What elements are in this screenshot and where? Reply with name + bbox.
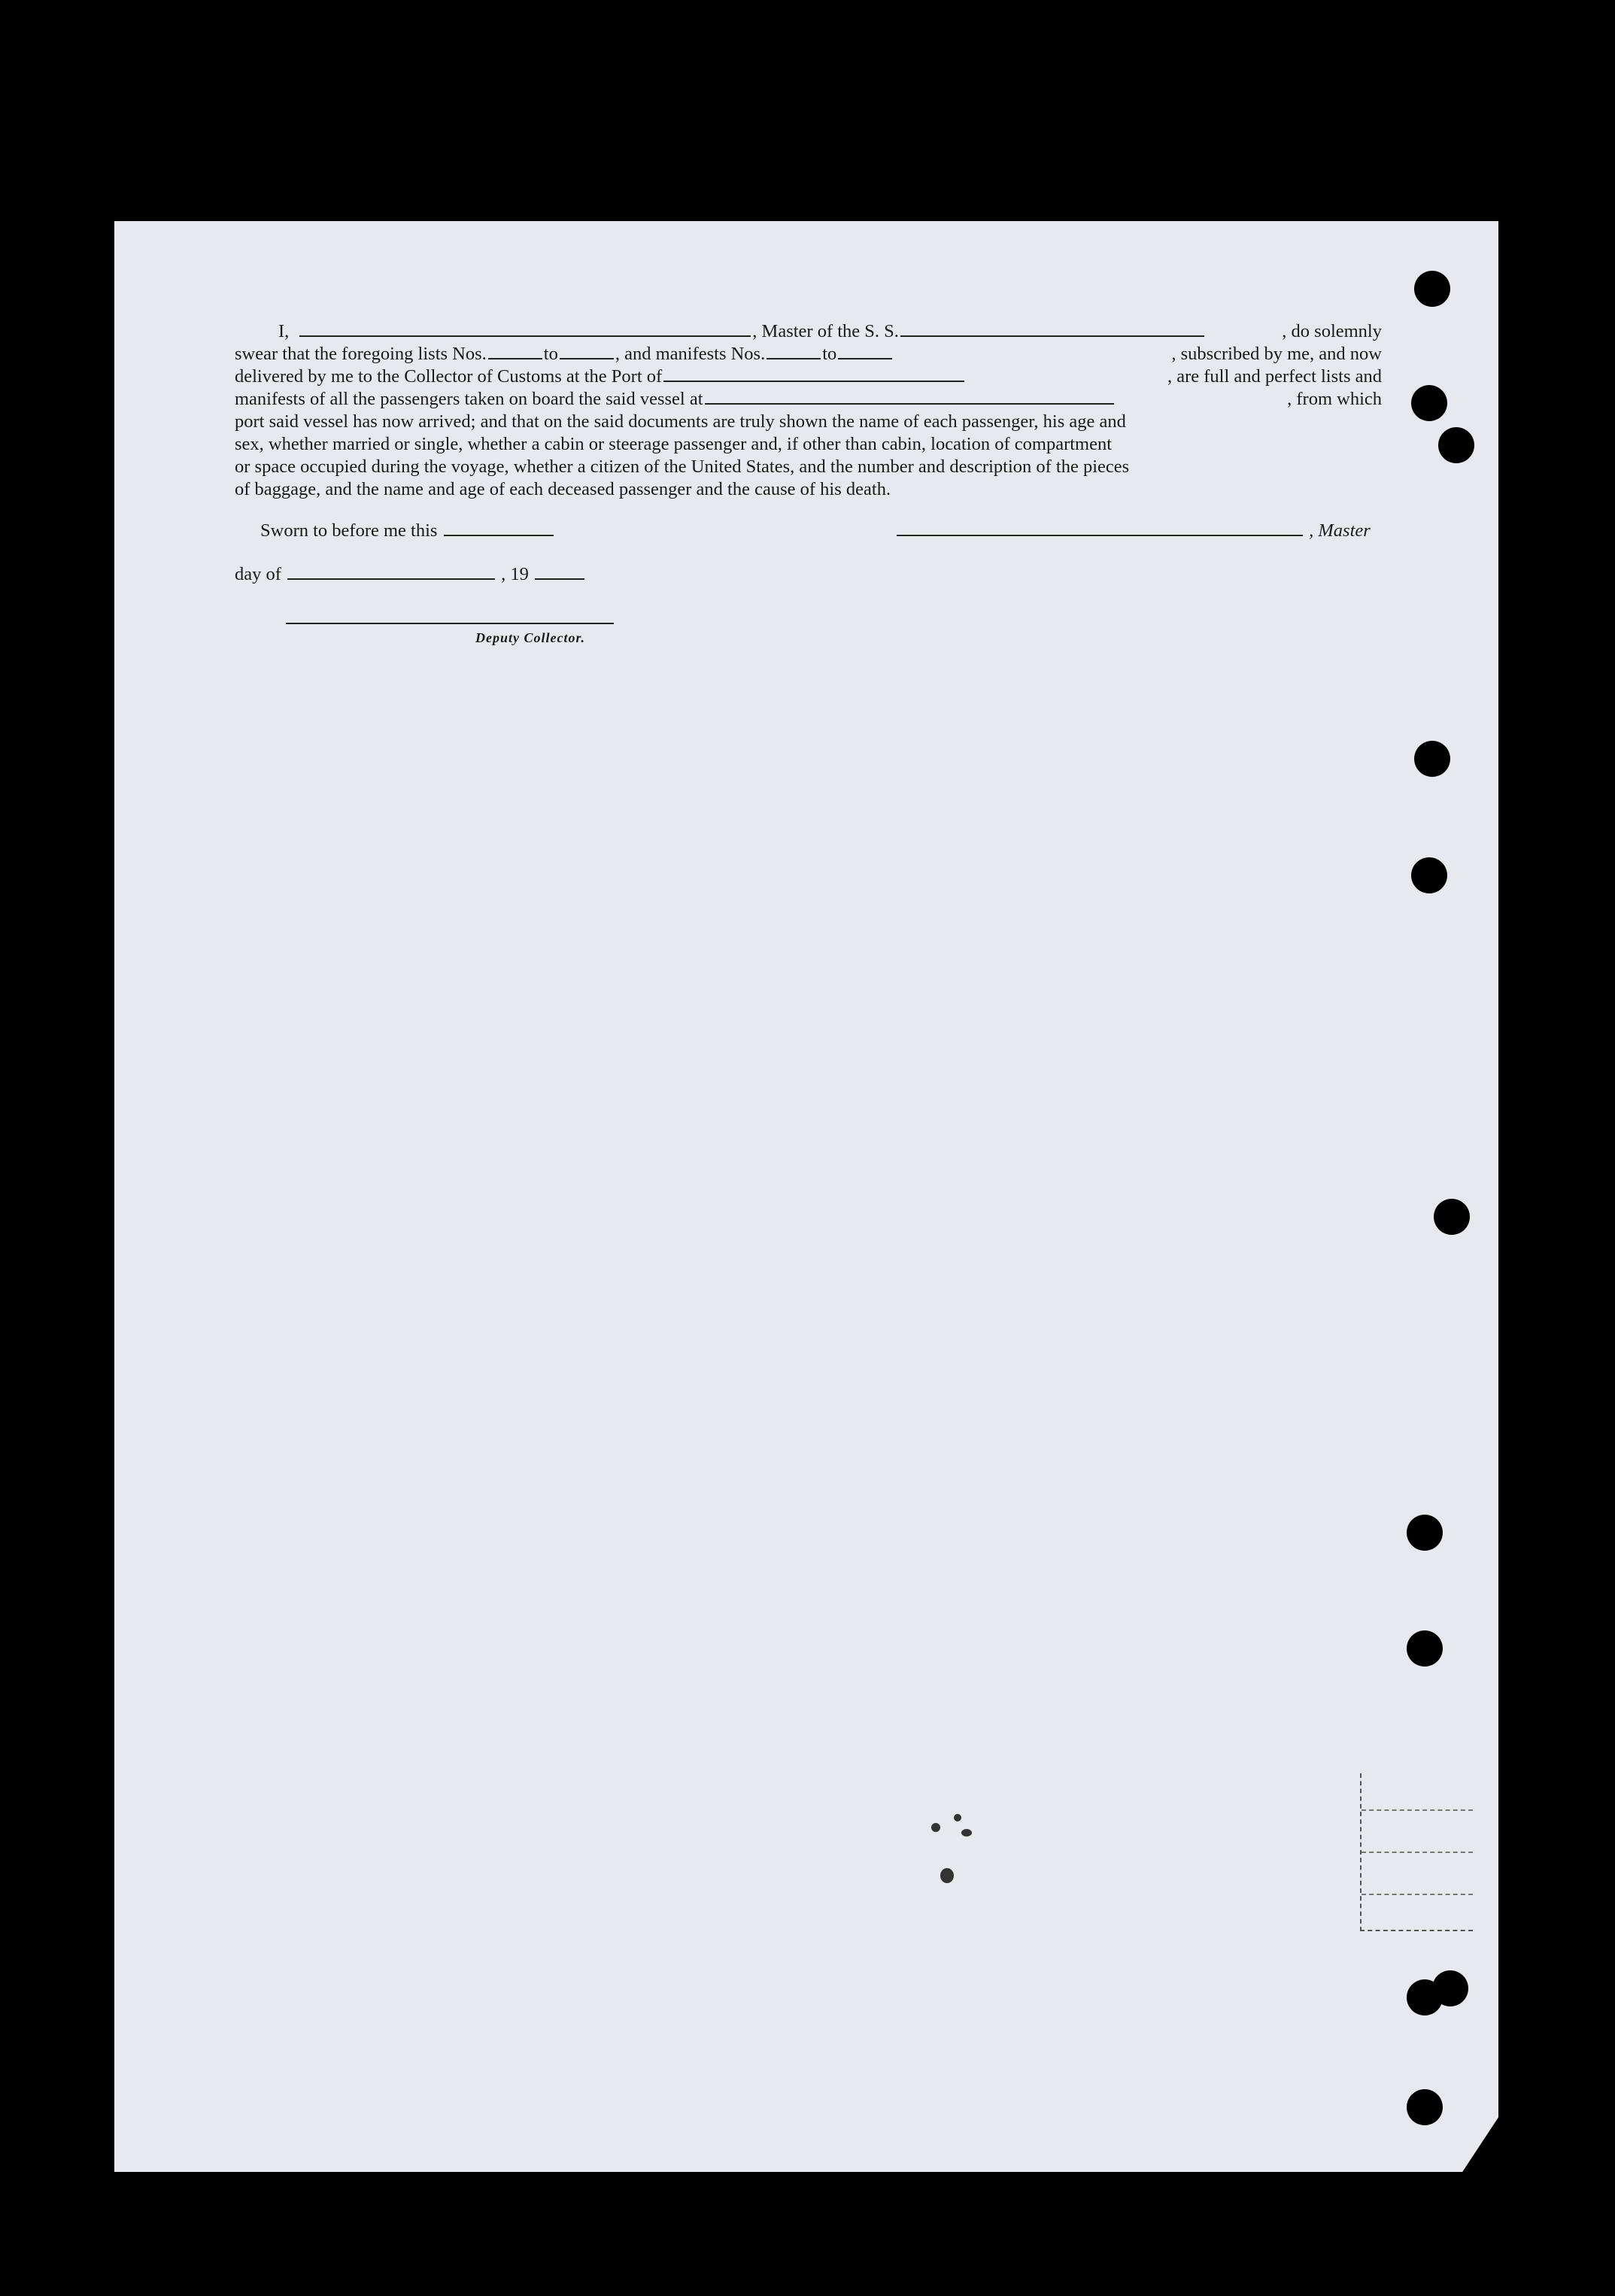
sworn-line [260,520,555,541]
oath-line-1-start: I, [278,321,290,341]
document-page [114,221,1498,2172]
oath-line-8 [235,478,1382,501]
oath-line-5-text: port said vessel has now arrived; and that on the said documents are truly shown the name of each passenger, his age and [235,411,1126,432]
port-blank [663,367,964,382]
oath-line-1 [235,320,1382,343]
oath-line-3-start: delivered by me to the Collector of Customs at the Port of [235,366,663,387]
oath-line-2-to2: to [822,344,837,364]
oath-line-7-text: or space occupied during the voyage, whether a citizen of the United States, and the number and description of the pieces [235,456,1130,477]
oath-line-5 [235,411,1382,433]
manifest-to-blank [838,344,892,359]
sworn-day-blank [444,523,554,536]
ink-smudge [940,1868,954,1883]
stamp-box [1360,1773,1473,1931]
punch-hole [1432,1970,1468,2006]
list-from-blank [488,344,542,359]
oath-line-4-end: , from which [1287,389,1382,409]
deputy-collector-label: Deputy Collector. [475,630,585,645]
punch-hole [1407,2089,1443,2125]
oath-line-2-mid: , and manifests Nos. [615,344,766,364]
ink-smudge [961,1829,972,1836]
deputy-signature-line [286,623,614,624]
oath-line-3-end: , are full and perfect lists and [1167,366,1382,387]
day-of-line [235,564,586,585]
punch-hole [1438,427,1474,463]
ship-name-blank [900,322,1204,337]
master-name-blank [299,322,751,337]
master-signature-line [895,520,1371,541]
list-to-blank [560,344,614,359]
master-label: , Master [1309,520,1371,541]
year-prefix: , 19 [501,564,529,584]
oath-line-1-end: , do solemnly [1282,321,1382,341]
punch-hole [1434,1199,1470,1235]
oath-line-6 [235,433,1382,456]
day-of-text: day of [235,564,281,584]
oath-line-4-start: manifests of all the passengers taken on board the said vessel at [235,389,703,409]
punch-hole [1411,857,1447,893]
month-blank [287,566,495,580]
punch-hole [1414,741,1450,777]
oath-line-2-to1: to [543,344,558,364]
oath-line-3 [235,365,1382,388]
year-blank [535,566,584,580]
embark-port-blank [705,390,1114,405]
oath-line-2 [235,343,1382,365]
oath-line-2-end: , subscribed by me, and now [1171,344,1382,364]
oath-line-2-start: swear that the foregoing lists Nos. [235,344,487,364]
oath-line-1-mid: , Master of the S. S. [752,321,899,341]
punch-hole [1414,271,1450,307]
oath-paragraph [235,320,1382,501]
sworn-text: Sworn to before me this [260,520,438,541]
oath-line-6-text: sex, whether married or single, whether a cabin or steerage passenger and, if other than cabin, location of compartment [235,434,1113,454]
oath-line-8-text: of baggage, and the name and age of each deceased passenger and the cause of his death. [235,479,891,499]
ink-smudge [954,1814,961,1821]
punch-hole [1407,1515,1443,1551]
master-signature-blank [897,523,1303,536]
ink-smudge [931,1823,940,1832]
punch-hole [1407,1630,1443,1667]
oath-line-4 [235,388,1382,411]
punch-hole [1411,385,1447,421]
manifest-from-blank [767,344,821,359]
oath-line-7 [235,456,1382,478]
